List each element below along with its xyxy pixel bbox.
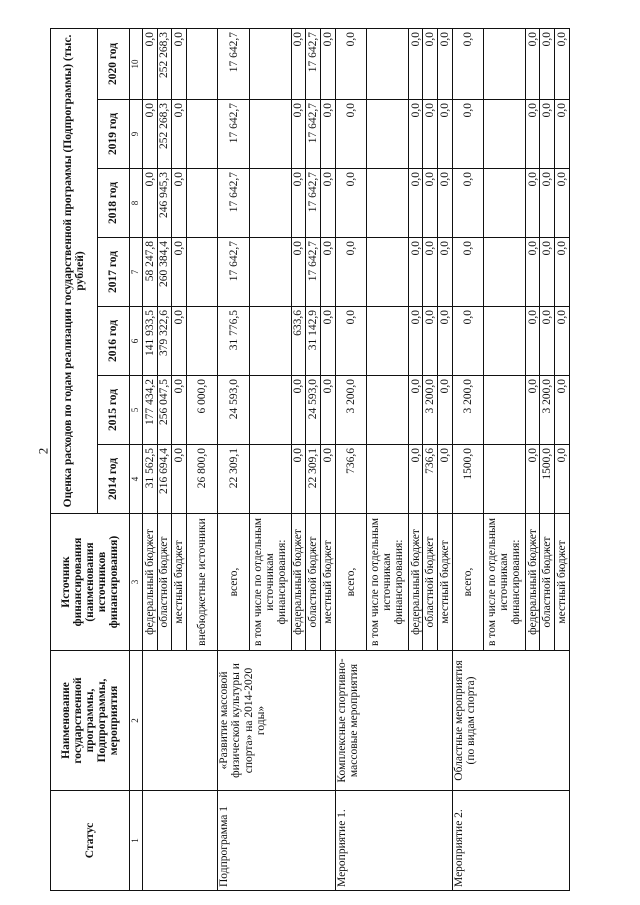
year-header: 2019 год	[98, 100, 129, 169]
source-cell: местный бюджет	[555, 514, 570, 651]
amount-cell: 0,0	[172, 28, 187, 99]
amount-cell: 0,0	[320, 238, 335, 307]
amount-cell: 141 933,5	[143, 307, 158, 376]
amount-cell: 31 562,5	[143, 445, 158, 514]
empty-cell	[249, 307, 291, 376]
empty-cell	[484, 376, 526, 445]
amount-cell: 0,0	[291, 28, 306, 99]
status-cell: Мероприятие 2.	[452, 791, 569, 891]
empty-cell	[484, 307, 526, 376]
amount-cell: 0,0	[143, 100, 158, 169]
empty-cell	[366, 238, 408, 307]
amount-cell: 3 200,0	[335, 376, 366, 445]
amount-cell: 0,0	[408, 376, 423, 445]
column-index: 8	[129, 169, 142, 238]
amount-cell: 0,0	[555, 238, 570, 307]
header-estimate: Оценка расходов по годам реализации государственной программы (Подпрограммы) (тыс. рублей)	[51, 28, 98, 513]
amount-cell: 24 593,0	[218, 376, 249, 445]
source-cell: федеральный бюджет	[525, 514, 540, 651]
amount-cell: 17 642,7	[218, 169, 249, 238]
amount-cell: 0,0	[172, 169, 187, 238]
source-cell: местный бюджет	[438, 514, 453, 651]
amount-cell: 0,0	[452, 28, 483, 99]
header-name: Наименование государственной программы, Подпрограммы, мероприятия	[51, 651, 130, 791]
name-cell: Областные мероприятия (по видам спорта)	[452, 651, 569, 791]
source-cell: всего,	[452, 514, 483, 651]
source-cell: областной бюджет	[540, 514, 555, 651]
amount-cell: 0,0	[291, 100, 306, 169]
column-index: 9	[129, 100, 142, 169]
source-cell: местный бюджет	[172, 514, 187, 651]
amount-cell: 0,0	[320, 100, 335, 169]
budget-table-frame	[50, 29, 570, 891]
amount-cell: 22 309,1	[306, 445, 321, 514]
status-cell: Подпрограмма 1	[218, 791, 335, 891]
empty-cell	[366, 376, 408, 445]
amount-cell: 22 309,1	[218, 445, 249, 514]
amount-cell: 0,0	[540, 169, 555, 238]
empty-cell	[366, 307, 408, 376]
amount-cell: 3 200,0	[452, 376, 483, 445]
source-cell: в том числе по отдельным источникам финансирования:	[484, 514, 526, 651]
source-cell: в том числе по отдельным источникам финансирования:	[366, 514, 408, 651]
amount-cell: 0,0	[525, 376, 540, 445]
amount-cell: 17 642,7	[306, 28, 321, 99]
amount-cell: 736,6	[423, 445, 438, 514]
amount-cell: 0,0	[408, 169, 423, 238]
amount-cell: 6 000,0	[187, 376, 218, 445]
amount-cell: 17 642,7	[306, 238, 321, 307]
empty-cell	[484, 169, 526, 238]
amount-cell: 0,0	[335, 28, 366, 99]
amount-cell: 0,0	[452, 238, 483, 307]
amount-cell: 0,0	[438, 169, 453, 238]
amount-cell: 17 642,7	[306, 100, 321, 169]
amount-cell: 0,0	[143, 169, 158, 238]
amount-cell: 0,0	[320, 307, 335, 376]
amount-cell: 736,6	[335, 445, 366, 514]
column-index: 5	[129, 376, 142, 445]
amount-cell: 0,0	[555, 445, 570, 514]
header-source: Источник финансирования (наименования источников финансирования)	[51, 514, 130, 651]
amount-cell: 0,0	[408, 28, 423, 99]
amount-cell: 252 268,3	[157, 100, 172, 169]
name-cell: «Развитие массовой физической культуры и спорта» на 2014-2020 годы»	[218, 651, 335, 791]
amount-cell: 0,0	[172, 307, 187, 376]
amount-cell: 0,0	[172, 100, 187, 169]
amount-cell: 0,0	[291, 238, 306, 307]
amount-cell: 0,0	[408, 307, 423, 376]
amount-cell: 0,0	[452, 307, 483, 376]
column-index: 7	[129, 238, 142, 307]
empty-cell	[366, 28, 408, 99]
column-index: 2	[129, 651, 142, 791]
amount-cell: 0,0	[291, 376, 306, 445]
amount-cell: 0,0	[408, 445, 423, 514]
empty-cell	[366, 445, 408, 514]
amount-cell: 0,0	[555, 376, 570, 445]
amount-cell: 0,0	[335, 307, 366, 376]
source-cell: областной бюджет	[423, 514, 438, 651]
amount-cell: 0,0	[452, 100, 483, 169]
empty-cell	[484, 445, 526, 514]
column-index: 4	[129, 445, 142, 514]
budget-row-total	[335, 28, 366, 890]
amount-cell: 17 642,7	[218, 100, 249, 169]
empty-cell	[366, 100, 408, 169]
column-index: 10	[129, 28, 142, 99]
amount-cell: 0,0	[320, 376, 335, 445]
amount-cell: 260 384,4	[157, 238, 172, 307]
amount-cell: 0,0	[423, 169, 438, 238]
source-cell: внебюджетные источники	[187, 514, 218, 651]
empty-cell	[249, 28, 291, 99]
source-cell: всего,	[335, 514, 366, 651]
amount-cell: 3 200,0	[540, 376, 555, 445]
amount-cell: 31 776,5	[218, 307, 249, 376]
amount-cell: 246 945,3	[157, 169, 172, 238]
source-cell: федеральный бюджет	[408, 514, 423, 651]
amount-cell: 0,0	[525, 307, 540, 376]
amount-cell: 0,0	[540, 28, 555, 99]
amount-cell: 0,0	[438, 100, 453, 169]
empty-cell	[484, 28, 526, 99]
amount-cell: 31 142,9	[306, 307, 321, 376]
amount-cell: 0,0	[335, 169, 366, 238]
amount-cell: 0,0	[438, 238, 453, 307]
empty-cell	[249, 376, 291, 445]
amount-cell: 0,0	[525, 238, 540, 307]
source-cell: федеральный бюджет	[143, 514, 158, 651]
amount-cell: 0,0	[540, 100, 555, 169]
amount-cell: 0,0	[408, 238, 423, 307]
amount-cell: 17 642,7	[218, 28, 249, 99]
amount-cell: 0,0	[172, 445, 187, 514]
amount-cell: 0,0	[172, 376, 187, 445]
status-cell	[143, 791, 218, 891]
source-cell: областной бюджет	[157, 514, 172, 651]
amount-cell: 1500,0	[452, 445, 483, 514]
budget-row-total	[218, 28, 249, 890]
source-cell: в том числе по отдельным источникам финансирования:	[249, 514, 291, 651]
amount-cell: 0,0	[452, 169, 483, 238]
amount-cell: 177 434,2	[143, 376, 158, 445]
name-cell	[143, 651, 218, 791]
budget-row-total	[452, 28, 483, 890]
year-header: 2020 год	[98, 28, 129, 99]
amount-cell: 24 593,0	[306, 376, 321, 445]
amount-cell: 0,0	[335, 238, 366, 307]
budget-table	[50, 28, 570, 891]
amount-cell	[187, 238, 218, 307]
empty-cell	[484, 100, 526, 169]
column-index-row	[129, 28, 142, 890]
amount-cell	[187, 169, 218, 238]
amount-cell	[187, 100, 218, 169]
amount-cell: 216 694,4	[157, 445, 172, 514]
amount-cell	[187, 28, 218, 99]
year-header: 2016 год	[98, 307, 129, 376]
amount-cell: 0,0	[438, 307, 453, 376]
page-number: 2	[35, 447, 51, 455]
amount-cell: 0,0	[438, 376, 453, 445]
header-status: Статус	[51, 791, 130, 891]
year-header: 2017 год	[98, 238, 129, 307]
column-index: 3	[129, 514, 142, 651]
amount-cell: 58 247,8	[143, 238, 158, 307]
amount-cell: 0,0	[540, 307, 555, 376]
name-cell: Комплексные спортивно-массовые мероприятия	[335, 651, 452, 791]
source-cell: областной бюджет	[306, 514, 321, 651]
amount-cell: 0,0	[291, 445, 306, 514]
empty-cell	[249, 169, 291, 238]
amount-cell: 0,0	[408, 100, 423, 169]
amount-cell: 0,0	[335, 100, 366, 169]
amount-cell	[187, 307, 218, 376]
amount-cell: 0,0	[540, 238, 555, 307]
amount-cell: 0,0	[423, 307, 438, 376]
amount-cell: 0,0	[438, 28, 453, 99]
amount-cell: 0,0	[438, 445, 453, 514]
empty-cell	[249, 445, 291, 514]
year-header: 2015 год	[98, 376, 129, 445]
source-cell: всего,	[218, 514, 249, 651]
amount-cell: 0,0	[172, 238, 187, 307]
amount-cell: 0,0	[423, 100, 438, 169]
amount-cell: 17 642,7	[306, 169, 321, 238]
amount-cell: 1500,0	[540, 445, 555, 514]
amount-cell: 0,0	[555, 307, 570, 376]
amount-cell: 252 268,3	[157, 28, 172, 99]
amount-cell: 3 200,0	[423, 376, 438, 445]
amount-cell: 0,0	[143, 28, 158, 99]
empty-cell	[249, 100, 291, 169]
amount-cell: 256 047,5	[157, 376, 172, 445]
amount-cell: 0,0	[525, 100, 540, 169]
amount-cell: 0,0	[320, 169, 335, 238]
amount-cell: 26 800,0	[187, 445, 218, 514]
amount-cell: 0,0	[320, 445, 335, 514]
amount-cell: 0,0	[555, 169, 570, 238]
amount-cell: 379 322,6	[157, 307, 172, 376]
amount-cell: 633,6	[291, 307, 306, 376]
empty-cell	[366, 169, 408, 238]
empty-cell	[249, 238, 291, 307]
source-cell: местный бюджет	[320, 514, 335, 651]
amount-cell: 0,0	[525, 28, 540, 99]
year-header: 2018 год	[98, 169, 129, 238]
amount-cell: 0,0	[423, 238, 438, 307]
amount-cell: 0,0	[555, 28, 570, 99]
amount-cell: 0,0	[320, 28, 335, 99]
amount-cell: 0,0	[291, 169, 306, 238]
amount-cell: 0,0	[525, 445, 540, 514]
amount-cell: 0,0	[423, 28, 438, 99]
amount-cell: 0,0	[555, 100, 570, 169]
status-cell: Мероприятие 1.	[335, 791, 452, 891]
column-index: 6	[129, 307, 142, 376]
column-index: 1	[129, 791, 142, 891]
budget-row	[143, 28, 158, 890]
year-header: 2014 год	[98, 445, 129, 514]
amount-cell: 0,0	[525, 169, 540, 238]
empty-cell	[484, 238, 526, 307]
amount-cell: 17 642,7	[218, 238, 249, 307]
source-cell: федеральный бюджет	[291, 514, 306, 651]
